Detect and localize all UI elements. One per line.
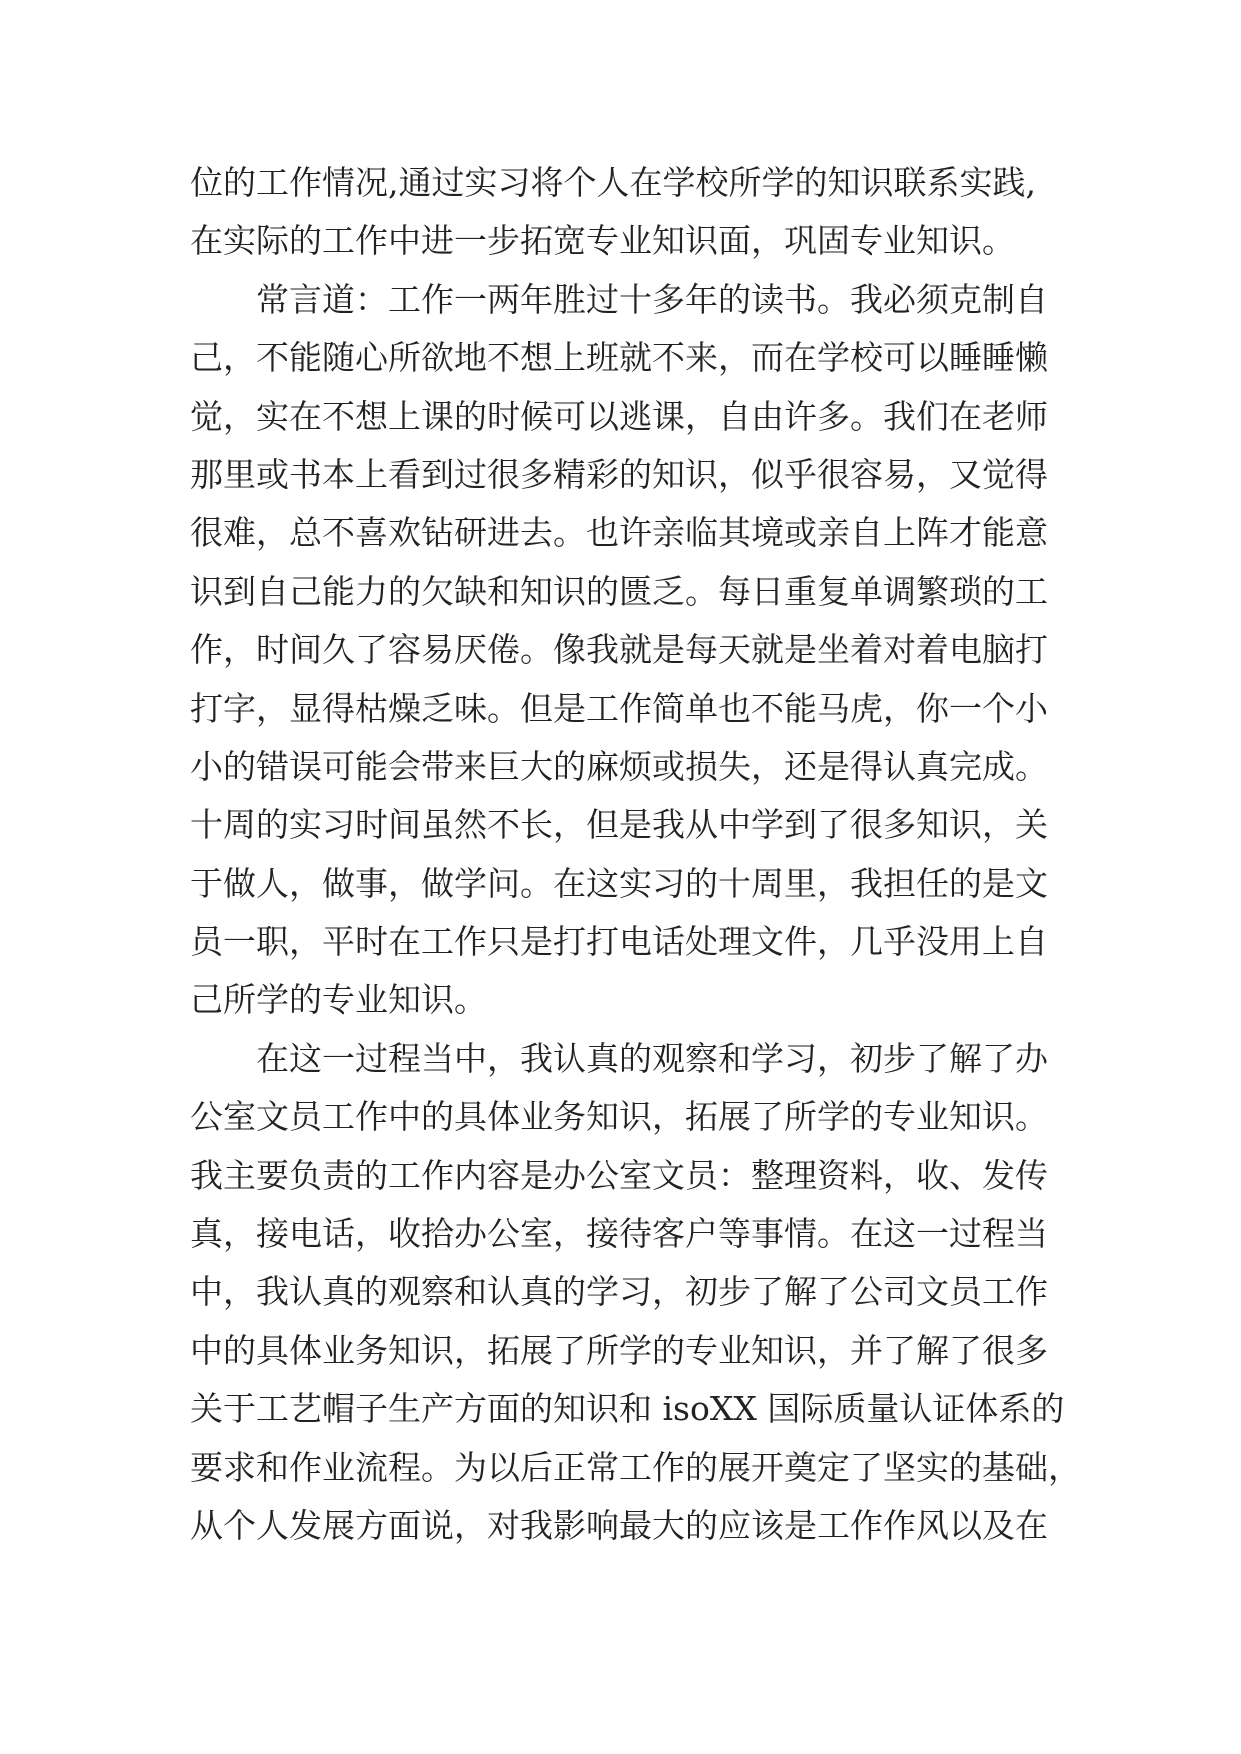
text-line: 关于工艺帽子生产方面的知识和 isoXX 国际质量认证体系的	[190, 1389, 1065, 1429]
text-line: 打字，显得枯燥乏味。但是工作简单也不能马虎，你一个小	[190, 688, 1048, 728]
text-line: 真，接电话，收拾办公室，接待客户等事情。在这一过程当	[190, 1214, 1048, 1254]
body-text	[190, 154, 1090, 1555]
text-line: 识到自己能力的欠缺和知识的匮乏。每日重复单调繁琐的工	[190, 571, 1048, 611]
text-line: 作，时间久了容易厌倦。像我就是每天就是坐着对着电脑打	[190, 630, 1048, 670]
text-line: 于做人，做事，做学问。在这实习的十周里，我担任的是文	[190, 863, 1048, 903]
text-line: 那里或书本上看到过很多精彩的知识，似乎很容易，又觉得	[190, 454, 1048, 494]
text-line: 己所学的专业知识。	[190, 980, 487, 1020]
text-line: 十周的实习时间虽然不长，但是我从中学到了很多知识，关	[190, 805, 1048, 845]
text-line: 公室文员工作中的具体业务知识，拓展了所学的专业知识。	[190, 1097, 1048, 1137]
text-line: 要求和作业流程。为以后正常工作的展开奠定了坚实的基础，	[190, 1447, 1081, 1487]
text-line: 在实际的工作中进一步拓宽专业知识面，巩固专业知识。	[190, 221, 1015, 261]
paragraph-first-line: 在这一过程当中，我认真的观察和学习，初步了解了办	[256, 1038, 1048, 1078]
text-line: 我主要负责的工作内容是办公室文员：整理资料，收、发传	[190, 1155, 1048, 1195]
paragraph-first-line: 常言道：工作一两年胜过十多年的读书。我必须克制自	[256, 279, 1048, 319]
text-line: 中的具体业务知识，拓展了所学的专业知识，并了解了很多	[190, 1330, 1048, 1370]
text-line: 己，不能随心所欲地不想上班就不来，而在学校可以睡睡懒	[190, 338, 1048, 378]
text-line: 很难，总不喜欢钻研进去。也许亲临其境或亲自上阵才能意	[190, 513, 1048, 553]
text-line: 位的工作情况,通过实习将个人在学校所学的知识联系实践,	[190, 163, 1036, 202]
text-line: 觉，实在不想上课的时候可以逃课，自由许多。我们在老师	[190, 396, 1048, 436]
text-line: 中，我认真的观察和认真的学习，初步了解了公司文员工作	[190, 1272, 1048, 1312]
text-line: 员一职，平时在工作只是打打电话处理文件，几乎没用上自	[190, 922, 1048, 962]
text-line: 从个人发展方面说，对我影响最大的应该是工作作风以及在	[190, 1505, 1048, 1545]
text-line: 小的错误可能会带来巨大的麻烦或损失，还是得认真完成。	[190, 746, 1048, 786]
